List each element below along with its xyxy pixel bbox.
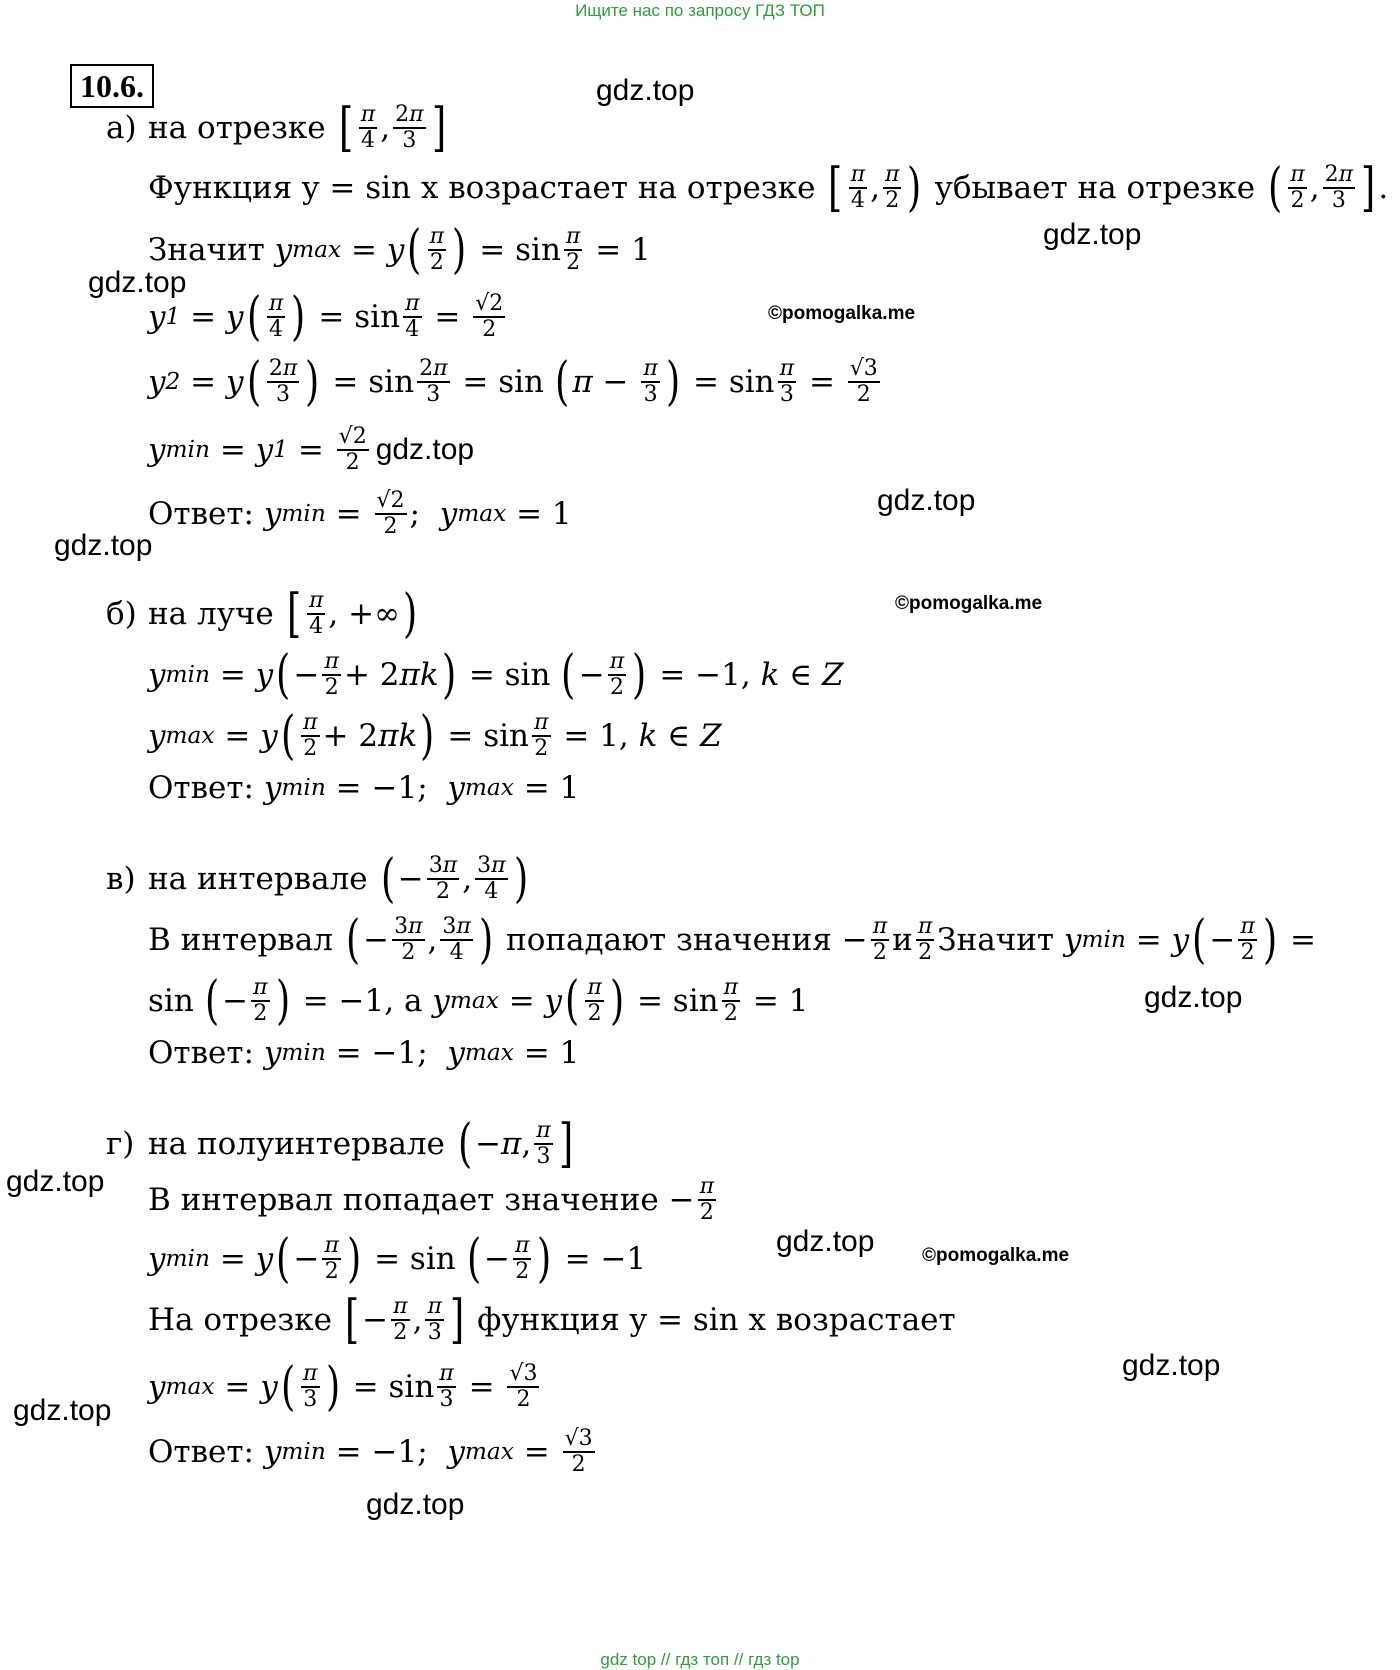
section-v-and: и: [892, 922, 913, 958]
watermark-pomogalka: ©pomogalka.me: [895, 593, 1043, 614]
problem-number: 10.6.: [70, 64, 154, 108]
section-v-title-line: на интервале ( − $\frac{3\pi}{2}$ , $\frac{3\pi}{4}$ ): [148, 849, 528, 909]
watermark-gdz: gdz.top: [6, 1165, 105, 1198]
section-a-line-2: Значит y max = y ( $\frac{\pi}{2}$ ) = sin $\frac{\pi}{2}$ = 1: [148, 220, 651, 280]
section-v-line-2: sin ( − $\frac{\pi}{2}$ ) = −1 , а y max = y ( $\frac{\pi}{2}$ ) = sin $\frac{\pi}{2}$ = 1: [148, 971, 809, 1031]
watermark-gdz: gdz.top: [1043, 218, 1142, 251]
section-v-answer: Ответ: y min = −1; y max = 1: [148, 1035, 580, 1071]
watermark-gdz: gdz.top: [1122, 1349, 1221, 1382]
watermark-gdz: gdz.top: [877, 484, 976, 517]
section-a-title-line: на отрезке [ $\frac{\pi}{4}$ , $\frac{2\pi}{3}$ ]: [148, 98, 446, 158]
section-g-line-1: В интервал попадает значение − $\frac{\pi}{2}$: [148, 1174, 715, 1225]
section-v-znachit: Значит: [937, 922, 1055, 958]
section-a-line-3: y 1 = y ( $\frac{\pi}{4}$ ) = sin $\frac{\pi}{4}$ = $\frac{√2}{2}$: [148, 287, 504, 347]
section-a-line-5: y min = y 1 = $\frac{√2}{2}$ gdz.top: [148, 424, 475, 475]
section-b-line-2: y max = y ( $\frac{\pi}{2}$ + 2 πk ) = sin $\frac{\pi}{2}$ = 1, k ∈ Z: [148, 706, 722, 766]
watermark-pomogalka: ©pomogalka.me: [768, 303, 916, 324]
watermark-gdz: gdz.top: [596, 74, 695, 107]
watermark-gdz: gdz.top: [776, 1225, 875, 1258]
section-a-text-1: Функция y = sin x возрастает на отрезке: [148, 170, 816, 206]
section-v-line-1: В интервал ( − $\frac{3\pi}{2}$ , $\frac{3\pi}{4}$ ) попадают значения − $\frac{\pi}{2}$ и $\frac{\pi}{2}$ Значит y min = y ( − $\frac{\pi}{2}$ ) =: [148, 910, 1316, 970]
section-a-title: на отрезке: [148, 110, 326, 146]
section-a-line-1: Функция y = sin x возрастает на отрезке [ $\frac{\pi}{4}$ , $\frac{\pi}{2}$ ) убывает на отрезке ( $\frac{\pi}{2}$ , $\frac{2\pi}{3}$ ] .: [148, 158, 1389, 218]
section-v-label: в): [106, 861, 136, 897]
section-g-line-2: y min = y ( − $\frac{\pi}{2}$ ) = sin ( − $\frac{\pi}{2}$ ) = −1: [148, 1229, 647, 1289]
watermark-gdz: gdz.top: [54, 529, 153, 562]
section-b-title: на луче: [148, 596, 274, 632]
watermark-gdz: gdz.top: [366, 1488, 465, 1521]
section-g-answer-label: Ответ:: [148, 1434, 254, 1470]
watermark-gdz: gdz.top: [1144, 981, 1243, 1014]
section-b-label: б): [106, 596, 137, 632]
watermark-pomogalka: ©pomogalka.me: [922, 1245, 1070, 1266]
section-g-label: г): [106, 1126, 135, 1162]
section-g-answer: Ответ: y min = −1; y max = $\frac{√3}{2}$: [148, 1426, 593, 1477]
section-b-line-1: y min = y ( − $\frac{\pi}{2}$ + 2 πk ) = sin ( − $\frac{\pi}{2}$ ) = −1, k ∈ Z: [148, 645, 844, 705]
section-g-title: на полуинтервале: [148, 1126, 445, 1162]
section-v-text-1: В интервал: [148, 922, 333, 958]
footer-links[interactable]: gdz top // гдз топ // гдз top: [600, 1650, 800, 1669]
section-a-answer: Ответ: y min = $\frac{√2}{2}$ ; y max = 1: [148, 488, 572, 539]
section-v-text-1b: попадают значения: [506, 922, 832, 958]
section-g-title-line: на полуинтервале ( − π , $\frac{\pi}{3}$ ]: [148, 1114, 574, 1174]
section-a-znachit: Значит: [148, 232, 265, 268]
watermark-gdz: gdz.top: [375, 433, 475, 466]
section-v-a-word: , а: [384, 983, 423, 1019]
section-b-answer-label: Ответ:: [148, 770, 254, 806]
section-v-answer-label: Ответ:: [148, 1035, 254, 1071]
section-a-answer-label: Ответ:: [148, 496, 254, 532]
section-a-label: а): [106, 110, 137, 146]
watermark-gdz: gdz.top: [13, 1394, 112, 1427]
section-g-text-2b: функция y = sin x возрастает: [477, 1302, 956, 1338]
section-a-text-1b: убывает на отрезке: [934, 170, 1256, 206]
section-v-title: на интервале: [148, 861, 368, 897]
section-b-title-line: на луче [ $\frac{\pi}{4}$ , +∞ ): [148, 584, 418, 644]
section-g-text-1: В интервал попадает значение: [148, 1182, 659, 1218]
section-g-line-4: y max = y ( $\frac{\pi}{3}$ ) = sin $\frac{\pi}{3}$ = $\frac{√3}{2}$: [148, 1357, 538, 1417]
section-a-line-4: y 2 = y ( $\frac{2\pi}{3}$ ) = sin $\frac{2\pi}{3}$ = sin ( π − $\frac{\pi}{3}$ ) = sin $\frac{\pi}{3}$ = $\frac{√3}{2}$: [148, 352, 878, 412]
section-g-line-3: На отрезке [ − $\frac{\pi}{2}$ , $\frac{\pi}{3}$ ] функция y = sin x возрастает: [148, 1290, 956, 1350]
top-banner-link[interactable]: Ищите нас по запросу ГДЗ ТОП: [575, 1, 825, 20]
watermark-gdz: gdz.top: [88, 266, 187, 299]
section-b-answer: Ответ: y min = −1; y max = 1: [148, 770, 580, 806]
section-g-text-2: На отрезке: [148, 1302, 333, 1338]
